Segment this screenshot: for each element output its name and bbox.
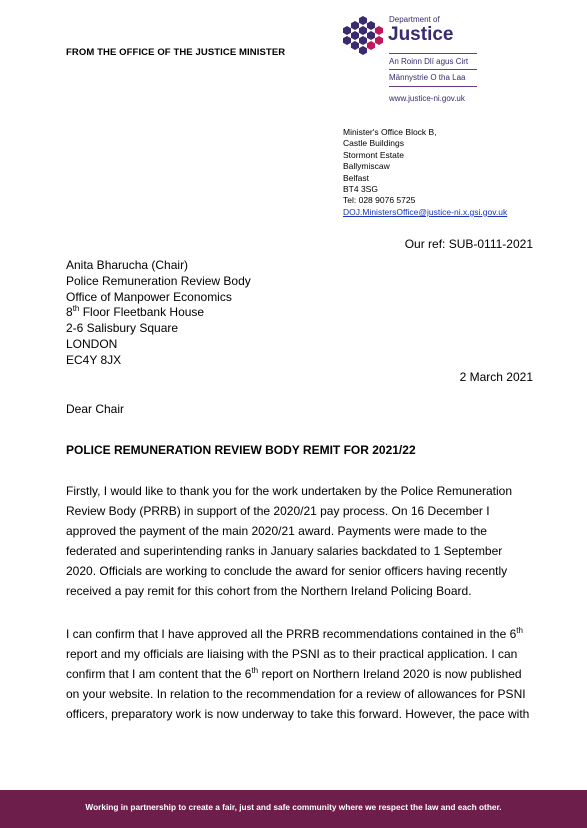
address-line: Stormont Estate — [343, 149, 404, 160]
letter-date: 2 March 2021 — [459, 370, 533, 384]
paragraph-line: on your website. In relation to the recommendation for a review of allowances for PSNI — [66, 687, 526, 701]
body-paragraph-2 — [66, 624, 536, 724]
logo-divider — [389, 53, 477, 54]
address-line: Minister's Office Block B, — [343, 127, 437, 137]
department-logo — [343, 14, 543, 114]
logo-divider — [389, 69, 477, 70]
body-paragraph-1 — [66, 481, 536, 601]
footer-banner — [0, 790, 587, 828]
address-line: Ballymiscaw — [343, 161, 390, 172]
salutation: Dear Chair — [66, 402, 125, 416]
email-link[interactable]: DOJ.MinistersOffice@justice-ni.x.gsi.gov.uk — [343, 206, 508, 217]
recipient-line: LONDON — [66, 336, 118, 351]
letter-subject: POLICE REMUNERATION REVIEW BODY REMIT FOR 2021/22 — [66, 443, 416, 457]
paragraph-line: Review Body (PRRB) in support of the 2020/21 pay process. On 16 December I — [66, 504, 490, 518]
sender-address — [343, 127, 507, 218]
address-line: Castle Buildings — [343, 138, 404, 149]
logo-url: www.justice-ni.gov.uk — [389, 94, 465, 103]
paragraph-line: 2020. Officials are working to conclude the award for senior officers having recently — [66, 564, 508, 578]
paragraph-line: Firstly, I would like to thank you for the work undertaken by the Police Remuneration — [66, 484, 512, 498]
address-line: BT4 3SG — [343, 184, 378, 195]
recipient-name: Anita Bharucha (Chair) — [66, 258, 189, 272]
paragraph-line: approved the payment of the main 2020/21 award. Payments were made to the — [66, 524, 487, 538]
paragraph-line: I can confirm that I have approved all the PRRB recommendations contained in the 6th — [66, 626, 523, 641]
telephone: Tel: 028 9076 5725 — [343, 195, 416, 206]
footer-motto: Working in partnership to create a fair, just and safe community where we respect the law and each other. — [85, 802, 502, 812]
recipient-line: 8th Floor Fleetbank House — [66, 304, 205, 320]
paragraph-line: confirm that I am content that the 6th report on Northern Ireland 2020 is now published — [66, 666, 522, 681]
recipient-line: EC4Y 8JX — [66, 352, 122, 367]
recipient-line: 2-6 Salisbury Square — [66, 321, 179, 336]
paragraph-line: officers, preparatory work is now underway to take this forward. However, the pace with — [66, 707, 530, 721]
logo-ulster-scots-name: Männystrie O tha Laa — [389, 73, 466, 82]
logo-irish-name: An Roinn Dlí agus Cirt — [389, 57, 469, 66]
logo-department-of: Department of — [389, 15, 440, 24]
paragraph-line: federated and superintending ranks in January salaries backdated to 1 September — [66, 544, 503, 558]
recipient-address — [66, 258, 251, 369]
paragraph-line: report and my officials are liaising with the PSNI as to their practical application. I can — [66, 647, 518, 661]
recipient-line: Police Remuneration Review Body — [66, 273, 251, 288]
letterhead-from: FROM THE OFFICE OF THE JUSTICE MINISTER — [66, 47, 286, 58]
paragraph-line: received a pay remit for this cohort from the Northern Ireland Policing Board. — [66, 584, 472, 598]
recipient-line: Office of Manpower Economics — [66, 289, 232, 304]
justice-emblem-icon — [343, 14, 383, 58]
logo-divider — [389, 86, 477, 87]
logo-justice: Justice — [388, 24, 454, 45]
our-reference: Our ref: SUB-0111-2021 — [404, 237, 533, 251]
address-line: Belfast — [343, 172, 369, 183]
